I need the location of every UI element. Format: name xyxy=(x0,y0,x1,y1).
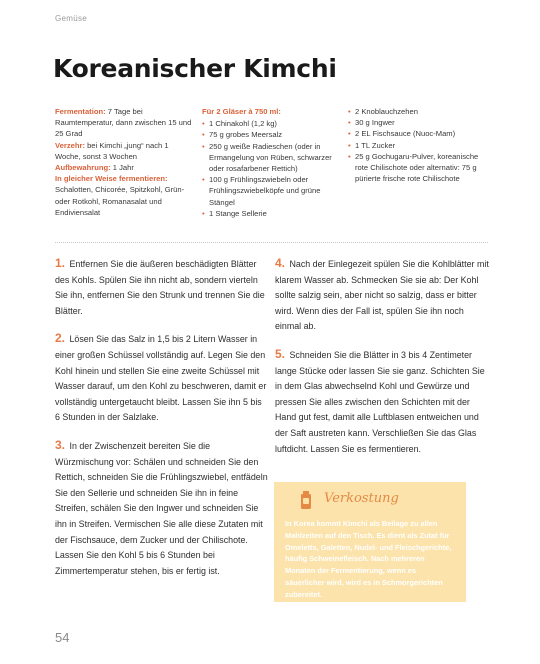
tip-box xyxy=(274,482,466,602)
step-text: In der Zwischenzeit bereiten Sie die Würzmischung vor: Schälen und schneiden Sie den Rettich, schneiden Sie die Frühlingszwiebel, entfädeln Sie den Sellerie und schneiden Sie ihn in feine Streifen, schälen Sie den Ingwer und schneiden Sie ihn in Streifen. Vermischen Sie alle diese Zutaten mit der Fischsauce, dem Zucker und der Chilischote. Lassen Sie den Kohl 5 bis 6 Stunden bei Zimmertemperatur stehen, bis er fertig ist. xyxy=(55,440,268,576)
step-number: 1. xyxy=(55,256,66,270)
gleicher-weise-label: In gleicher Weise fermentieren: xyxy=(55,174,168,184)
tip-text: In Korea kommt Kimchi als Beilage zu allen Mahlzeiten auf den Tisch. Es dient als Zutat für Omeletts, Galetten, Nudel- und Fleischgerichte, häufig Schweinefleisch. Nach mehreren Monaten der Fermentierung, wenn es säuerlicher wird, wird es in Schmorgerichten zubereitet. xyxy=(285,519,452,599)
gleicher-weise-info xyxy=(55,173,195,218)
ingredients-column-2 xyxy=(348,106,488,184)
step-4 xyxy=(275,256,489,335)
page-number: 54 xyxy=(55,630,70,645)
recipe-info xyxy=(55,106,195,218)
verzehr-text: bei Kimchi „jung“ nach 1 Woche, sonst 3 Wochen xyxy=(55,140,169,161)
step-2 xyxy=(55,331,269,426)
step-text: Schneiden Sie die Blätter in 3 bis 4 Zentimeter lange Stücke oder lassen Sie sie ganz. Schichten Sie in dem Glas abwechselnd Kohl und Gewürze und pressen Sie alles zwischen den Schichten mit der Hand gut fest, damit alle Luftblasen entweichen und der Saft austreten kann. Verschließen Sie das Glas luftdicht. Lassen Sie es fermentieren. xyxy=(275,349,485,454)
ingredient-item: • 75 g grobes Meersalz xyxy=(202,129,342,140)
section-label: Gemüse xyxy=(55,14,88,23)
aufbewahrung-text: 1 Jahr xyxy=(110,163,134,173)
step-1 xyxy=(55,256,269,319)
fermentation-label: Fermentation: xyxy=(55,107,106,116)
step-number: 4. xyxy=(275,256,286,270)
step-text: Entfernen Sie die äußeren beschädigten Blätter des Kohls. Spülen Sie ihn nicht ab, sondern vierteln Sie ihn, entfernen Sie den Strunk und trennen Sie die Blätter. xyxy=(55,259,265,316)
ingredient-item: • 1 Stange Sellerie xyxy=(202,208,342,219)
verzehr-label: Verzehr: xyxy=(55,140,85,150)
step-number: 3. xyxy=(55,437,66,452)
fermentation-text: 7 Tage bei Raumtemperatur, dann zwischen 15 und 25 Grad xyxy=(55,107,192,139)
ingredient-item: • 30 g Ingwer xyxy=(348,117,488,128)
tip-title: Verkostung xyxy=(324,491,399,506)
section-divider xyxy=(55,242,488,243)
page-title: Koreanischer Kimchi xyxy=(53,54,337,83)
fermentation-info xyxy=(55,106,195,140)
ingredient-item: • 2 EL Fischsauce (Nuoc-Mam) xyxy=(348,128,488,139)
gleicher-weise-text: Schalotten, Chicorée, Spitzkohl, Grün- oder Rotkohl, Romanasalat und Endiviensalat xyxy=(55,185,185,217)
steps-column-left xyxy=(55,256,269,591)
steps-column-right xyxy=(275,256,489,469)
step-5 xyxy=(275,347,489,457)
ingredient-item: • 1 Chinakohl (1,2 kg) xyxy=(202,118,342,129)
ingredient-item: • 250 g weiße Radieschen (oder in Ermangelung von Rüben, schwarzer oder rosafarbener Rettich) xyxy=(202,141,342,175)
ingredients-heading: Für 2 Gläser à 750 ml: xyxy=(202,107,281,116)
verzehr-info xyxy=(55,140,195,162)
step-number: 2. xyxy=(55,331,66,346)
ingredient-item: • 100 g Frühlingszwiebeln oder Frühlingszwiebelköpfe und grüne Stängel xyxy=(202,174,342,208)
step-text: Lösen Sie das Salz in 1,5 bis 2 Litern Wasser in einer großen Schüssel vollständig auf. Legen Sie den Kohl hinein und stellen Sie eine zweite Schüssel mit Wasser darauf, um den Kohl zu beschweren, damit er vollständig untergetaucht bleibt. Lassen Sie ihn 5 bis 6 Stunden in der Salzlake. xyxy=(55,334,267,423)
jar-icon xyxy=(300,491,312,509)
ingredient-item: • 1 TL Zucker xyxy=(348,140,488,151)
ingredients-column-1 xyxy=(202,106,342,219)
ingredient-item: • 2 Knoblauchzehen xyxy=(348,106,488,117)
aufbewahrung-info xyxy=(55,162,195,173)
aufbewahrung-label: Aufbewahrung: xyxy=(55,163,111,173)
ingredient-item: • 25 g Gochugaru-Pulver, koreanische rote Chilischote oder alternativ: 75 g pürierte frische rote Chilischote xyxy=(348,151,488,185)
step-3 xyxy=(55,438,269,579)
step-number: 5. xyxy=(275,346,286,361)
step-text: Nach der Einlegezeit spülen Sie die Kohlblätter mit klarem Wasser ab. Schmecken Sie sie ab: Der Kohl sollte salzig sein, aber nicht so salzig, dass er bitter wird. Wenn dies der Fall ist, spülen Sie ihn noch einmal ab. xyxy=(275,259,489,332)
